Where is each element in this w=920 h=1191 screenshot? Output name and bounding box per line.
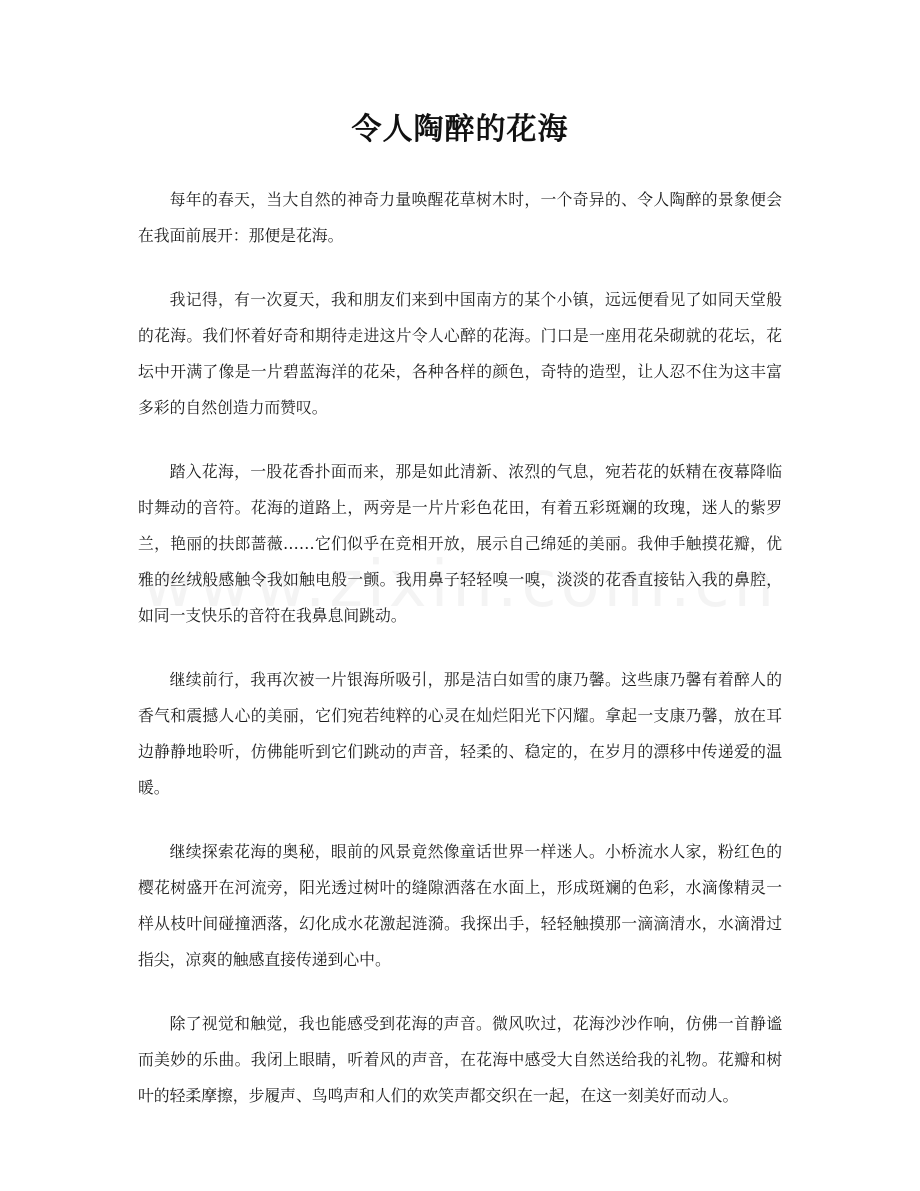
paragraph-4: 继续前行，我再次被一片银海所吸引，那是洁白如雪的康乃馨。这些康乃馨有着醉人的香气和震撼人心的美丽，它们宛若纯粹的心灵在灿烂阳光下闪耀。拿起一支康乃馨，放在耳边静静地聆听，仿佛能听到它们跳动的声音，轻柔的、稳定的，在岁月的漂移中传递爱的温暖。 [138, 670, 782, 797]
paragraph-5: 继续探索花海的奥秘，眼前的风景竟然像童话世界一样迷人。小桥流水人家，粉红色的樱花树盛开在河流旁，阳光透过树叶的缝隙洒落在水面上，形成斑斓的色彩，水滴像精灵一样从枝叶间碰撞洒落，幻化成水花激起涟漪。我探出手，轻轻触摸那一滴滴清水，水滴滑过指尖，凉爽的触感直接传递到心中。 [138, 842, 782, 969]
paragraph-3: 踏入花海，一股花香扑面而来，那是如此清新、浓烈的气息，宛若花的妖精在夜幕降临时舞动的音符。花海的道路上，两旁是一片片彩色花田，有着五彩斑斓的玫瑰，迷人的紫罗兰，艳丽的扶郎蔷薇……它们似乎在竞相开放，展示自己绵延的美丽。我伸手触摸花瓣，优雅的丝绒般感触令我如触电般一颤。我用鼻子轻轻嗅一嗅，淡淡的花香直接钻入我的鼻腔，如同一支快乐的音符在我鼻息间跳动。 [138, 462, 782, 625]
paragraph-6: 除了视觉和触觉，我也能感受到花海的声音。微风吹过，花海沙沙作响，仿佛一首静谧而美妙的乐曲。我闭上眼睛，听着风的声音，在花海中感受大自然送给我的礼物。花瓣和树叶的轻柔摩擦，步履声、鸟鸣声和人们的欢笑声都交织在一起，在这一刻美好而动人。 [138, 1014, 782, 1105]
paragraph-1: 每年的春天，当大自然的神奇力量唤醒花草树木时，一个奇异的、令人陶醉的景象便会在我面前展开：那便是花海。 [138, 190, 782, 245]
paragraph-2: 我记得，有一次夏天，我和朋友们来到中国南方的某个小镇，远远便看见了如同天堂般的花海。我们怀着好奇和期待走进这片令人心醉的花海。门口是一座用花朵砌就的花坛，花坛中开满了像是一片碧蓝海洋的花朵，各种各样的颜色，奇特的造型，让人忍不住为这丰富多彩的自然创造力而赞叹。 [138, 290, 782, 417]
document-title: 令人陶醉的花海 [351, 112, 569, 147]
document-body [138, 182, 782, 1142]
